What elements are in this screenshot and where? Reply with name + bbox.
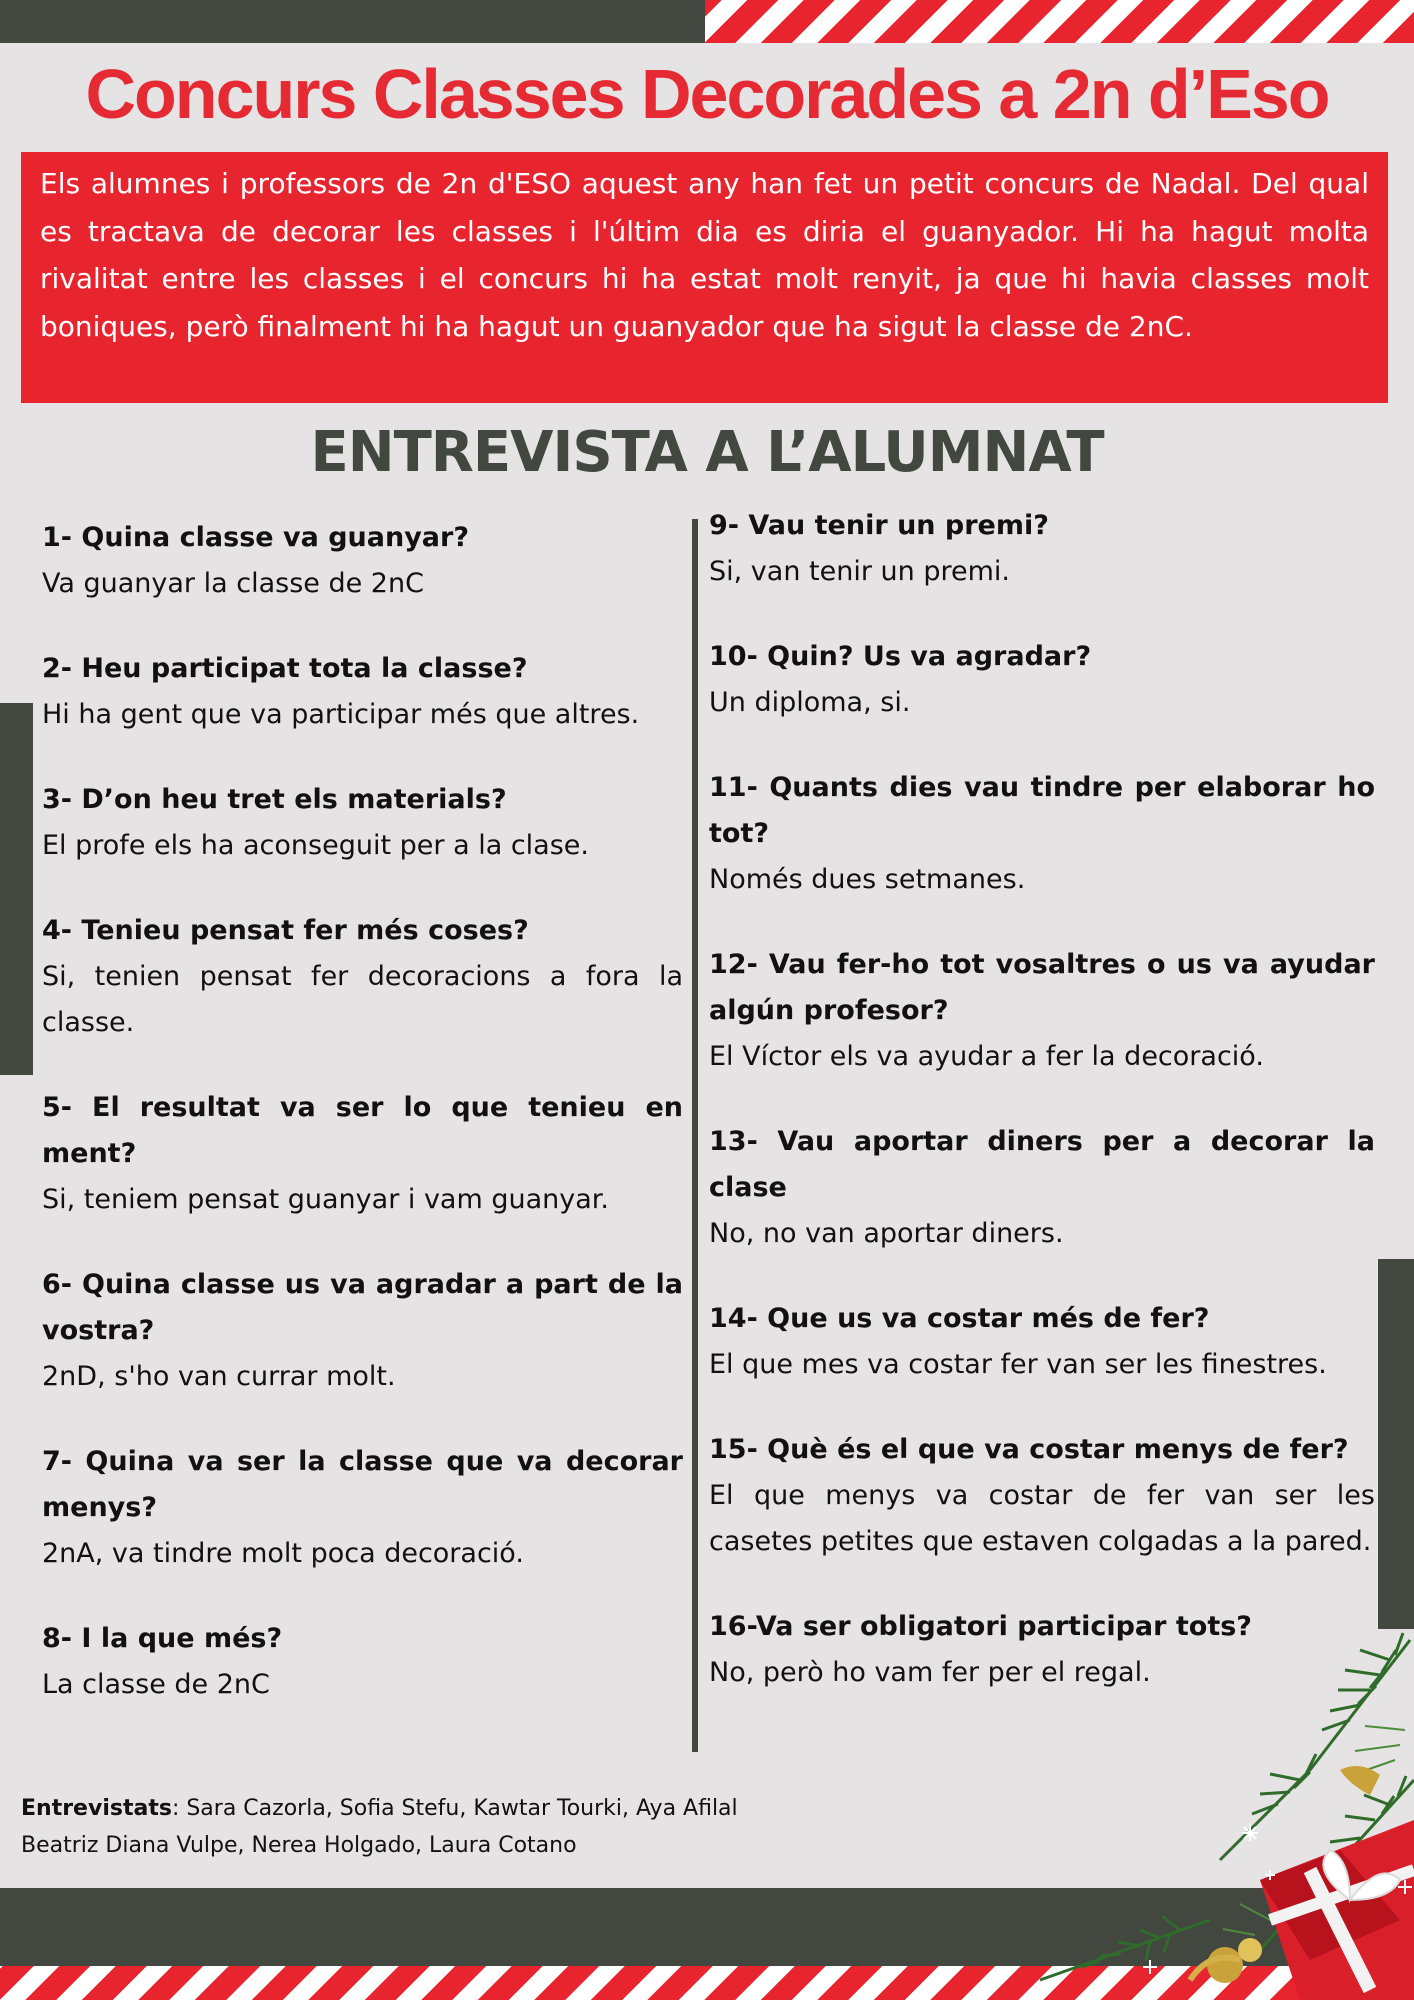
question: 2- Heu participat tota la classe? <box>42 653 528 684</box>
answer: Va guanyar la classe de 2nC <box>42 568 424 599</box>
top-candy-stripes <box>705 0 1414 43</box>
qa-item <box>42 1085 683 1223</box>
qa-item <box>709 1427 1375 1565</box>
question: 6- Quina classe us va agradar a part de la vostra? <box>42 1269 683 1346</box>
answer: 2nD, s'ho van currar molt. <box>42 1361 396 1392</box>
answer: Si, tenien pensat fer decoracions a fora la classe. <box>42 961 683 1038</box>
qa-item <box>709 634 1375 726</box>
christmas-pine-and-gift-decoration-icon <box>1010 1620 1414 2000</box>
interviewees-credits <box>21 1790 841 1864</box>
answer: Només dues setmanes. <box>709 864 1026 895</box>
answer: El profe els ha aconseguit per a la clase. <box>42 830 589 861</box>
section-heading: ENTREVISTA A L’ALUMNAT <box>310 420 1104 485</box>
left-side-bar <box>0 703 33 1075</box>
question: 4- Tenieu pensat fer més coses? <box>42 915 529 946</box>
question: 14- Que us va costar més de fer? <box>709 1303 1210 1334</box>
qa-item <box>42 646 683 738</box>
qa-item <box>709 942 1375 1080</box>
answer: Hi ha gent que va participar més que altres. <box>42 699 640 730</box>
intro-text: Els alumnes i professors de 2n d'ESO aquest any han fet un petit concurs de Nadal. Del qual es tractava de decorar les classes i l'últim dia es diria el guanyador. Hi ha hagut molta rivalitat entre les classes i el concurs hi ha estat molt renyit, ja que hi havia classes molt boniques, però finalment hi ha hagut un guanyador que ha sigut la classe de 2nC. <box>40 167 1369 343</box>
answer: No, però ho vam fer per el regal. <box>709 1657 1151 1688</box>
qa-item <box>42 1439 683 1577</box>
answer: No, no van aportar diners. <box>709 1218 1064 1249</box>
answer: Si, van tenir un premi. <box>709 556 1010 587</box>
answer: Si, teniem pensat guanyar i vam guanyar. <box>42 1184 609 1215</box>
question: 16-Va ser obligatori participar tots? <box>709 1611 1252 1642</box>
qa-item <box>709 1119 1375 1257</box>
column-divider <box>692 519 698 1752</box>
question: 9- Vau tenir un premi? <box>709 510 1049 541</box>
page-title: Concurs Classes Decorades a 2n d’Eso <box>85 55 1329 133</box>
question: 8- I la que més? <box>42 1623 283 1654</box>
qa-item <box>42 1262 683 1400</box>
qa-item <box>42 908 683 1046</box>
answer: El Víctor els va ayudar a fer la decoració. <box>709 1041 1264 1072</box>
answer: 2nA, va tindre molt poca decoració. <box>42 1538 524 1569</box>
qa-item <box>42 515 683 607</box>
question: 3- D’on heu tret els materials? <box>42 784 507 815</box>
left-question-column <box>42 515 683 1747</box>
qa-item <box>42 777 683 869</box>
interviewees-line1: : Sara Cazorla, Sofia Stefu, Kawtar Tourki, Aya Afilal <box>171 1796 738 1821</box>
question: 15- Què és el que va costar menys de fer? <box>709 1434 1349 1465</box>
question: 10- Quin? Us va agradar? <box>709 641 1092 672</box>
question: 7- Quina va ser la classe que va decorar menys? <box>42 1446 683 1523</box>
answer: La classe de 2nC <box>42 1669 270 1700</box>
right-question-column <box>709 503 1375 1735</box>
qa-item <box>709 1296 1375 1388</box>
question: 12- Vau fer-ho tot vosaltres o us va ayudar algún profesor? <box>709 949 1375 1026</box>
top-dark-band <box>0 0 705 43</box>
right-side-bar <box>1378 1259 1414 1629</box>
interviewees-line2: Beatriz Diana Vulpe, Nerea Holgado, Laura Cotano <box>21 1833 577 1858</box>
question: 5- El resultat va ser lo que tenieu en ment? <box>42 1092 683 1169</box>
answer: El que mes va costar fer van ser les finestres. <box>709 1349 1327 1380</box>
answer: Un diploma, si. <box>709 687 911 718</box>
qa-item <box>709 503 1375 595</box>
answer: El que menys va costar de fer van ser les casetes petites que estaven colgadas a la pared. <box>709 1480 1375 1557</box>
interviewees-label: Entrevistats <box>21 1796 172 1821</box>
question: 1- Quina classe va guanyar? <box>42 522 470 553</box>
qa-item <box>709 765 1375 903</box>
qa-item <box>42 1616 683 1708</box>
question: 13- Vau aportar diners per a decorar la clase <box>709 1126 1375 1203</box>
intro-box <box>21 152 1388 403</box>
question: 11- Quants dies vau tindre per elaborar ho tot? <box>709 772 1375 849</box>
